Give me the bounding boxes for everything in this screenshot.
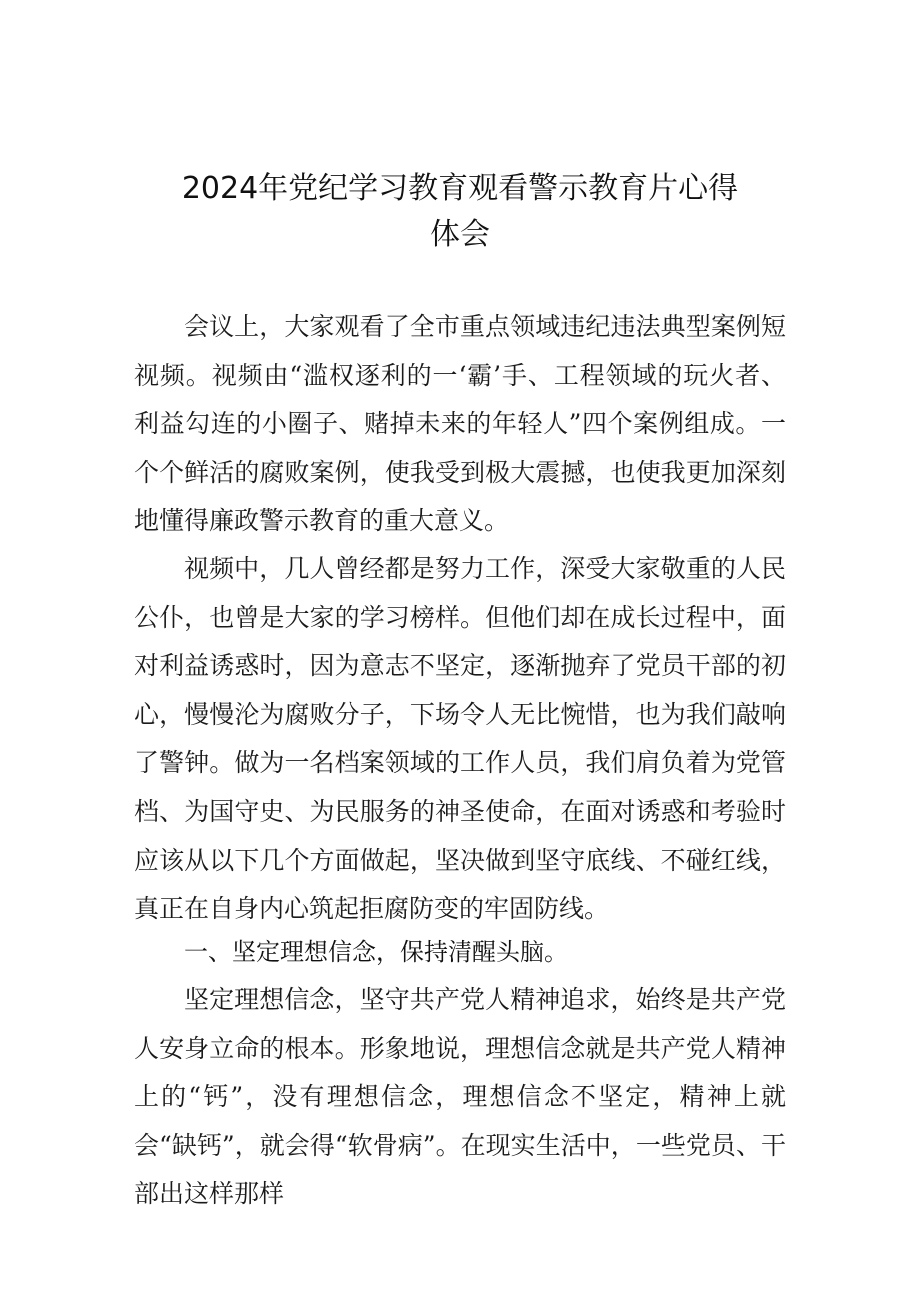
- paragraph-intro: 会议上，大家观看了全市重点领域违纪违法典型案例短视频。视频由“滥权逐利的一‘霸’手、工程领域的玩火者、利益勾连的小圈子、赌掉未来的年轻人”四个案例组成。一个个鲜活的腐败案例，使我受到极大震撼，也使我更加深刻地懂得廉政警示教育的重大意义。: [134, 312, 786, 536]
- paragraph-video-reflection: 视频中，几人曾经都是努力工作，深受大家敬重的人民公仆，也曾是大家的学习榜样。但他们却在成长过程中，面对利益诱惑时，因为意志不坚定，逐渐抛弃了党员干部的初心，慢慢沦为腐败分子，下场令人无比惋惜，也为我们敲响了警钟。做为一名档案领域的工作人员，我们肩负着为党管档、为国守史、为民服务的神圣使命，在面对诱惑和考验时应该从以下几个方面做起，坚决做到坚守底线、不碰红线，真正在自身内心筑起拒腐防变的牢固防线。: [134, 554, 786, 924]
- document-title-line-2: 体会: [430, 217, 490, 252]
- paragraph-section-1: 坚定理想信念，坚守共产党人精神追求，始终是共产党人安身立命的根本。形象地说，理想信念就是共产党人精神上的“钙”，没有理想信念，理想信念不坚定，精神上就会“缺钙”，就会得“软骨病”。在现实生活中，一些党员、干部出这样那样: [134, 985, 786, 1209]
- section-heading-1: 一、坚定理想信念，保持清醒头脑。: [184, 938, 568, 966]
- document-title-line-1: 2024年党纪学习教育观看警示教育片心得: [181, 171, 739, 206]
